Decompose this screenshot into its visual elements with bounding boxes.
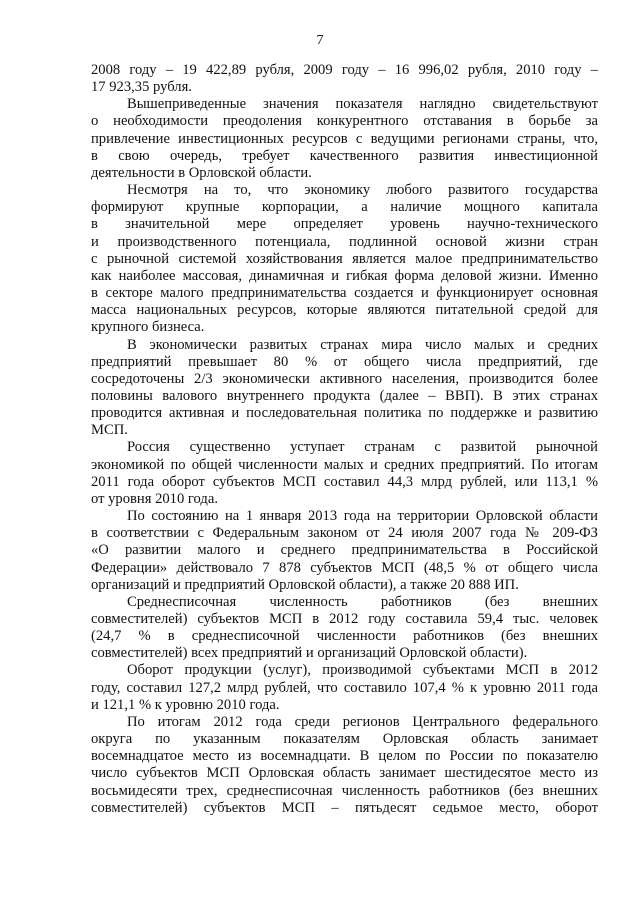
text-line: как наиболее массовая, динамичная и гибкая форма деловой жизни. Именно xyxy=(91,267,598,284)
text-line: и 121,1 % к уровню 2010 года. xyxy=(91,696,280,713)
text-line: «О развитии малого и среднего предпринимательства в Российской xyxy=(91,542,598,559)
text-line: В экономически развитых странах мира число малых и средних xyxy=(127,336,598,353)
text-line: организаций и предприятий Орловской области), а также 20 888 ИП. xyxy=(91,576,519,593)
text-line: Федерации» действовало 7 878 субъектов МСП (48,5 % от общего числа xyxy=(91,559,598,576)
text-line: совместителей) субъектов МСП в 2012 году составила 59,4 тыс. человек xyxy=(91,611,598,627)
page-number: 7 xyxy=(316,33,324,48)
text-line: в секторе малого предпринимательства создается и функционирует основная xyxy=(91,285,598,302)
paragraph xyxy=(91,439,598,508)
text-line: году, составил 127,2 млрд рублей, что составило 107,4 % к уровню 2011 года xyxy=(91,679,598,696)
text-line: По итогам 2012 года среди регионов Центрального федерального xyxy=(127,713,598,730)
text-line: 2008 году – 19 422,89 рубля, 2009 году – 16 996,02 рубля, 2010 году – xyxy=(91,62,598,78)
text-line: деятельности в Орловской области. xyxy=(91,164,312,181)
text-line: привлечение инвестиционных ресурсов с ведущими регионами страны, что, xyxy=(91,130,598,147)
text-line: Несмотря на то, что экономику любого развитого государства xyxy=(127,182,598,199)
text-line: (24,7 % в среднесписочной численности работников (без внешних xyxy=(91,628,598,645)
text-line: По состоянию на 1 января 2013 года на территории Орловской области xyxy=(127,508,598,525)
text-line: крупного бизнеса. xyxy=(91,319,205,336)
text-line: от уровня 2010 года. xyxy=(91,490,218,507)
text-line: в свою очередь, требует качественного развития инвестиционной xyxy=(91,147,598,164)
paragraph xyxy=(91,508,598,594)
text-line: предприятий превышает 80 % от общего числа предприятий, где xyxy=(91,353,598,370)
text-line: о необходимости преодоления конкурентного отставания в борьбе за xyxy=(91,113,598,130)
paragraph xyxy=(91,337,598,440)
text-line: Среднесписочная численность работников (без внешних xyxy=(127,593,598,610)
text-line: формируют крупные корпорации, а наличие мощного капитала xyxy=(91,199,598,216)
text-line: МСП. xyxy=(91,422,128,439)
text-line: 2011 года оборот субъектов МСП составил 44,3 млрд рублей, или 113,1 % xyxy=(91,473,598,490)
text-line: восьмидесяти трех, среднесписочная численность работников (без внешних xyxy=(91,782,598,799)
text-line: совместителей) всех предприятий и организаций Орловской области). xyxy=(91,645,528,662)
paragraph xyxy=(91,594,598,663)
paragraph xyxy=(91,714,598,817)
paragraph xyxy=(91,662,598,713)
text-line: сосредоточены 2/3 экономически активного населения, производится более xyxy=(91,370,598,387)
document-body xyxy=(91,62,598,817)
text-line: 17 923,35 рубля. xyxy=(91,79,192,96)
text-line: совместителей) субъектов МСП – пятьдесят седьмое место, оборот xyxy=(91,799,598,816)
text-line: половины валового внутреннего продукта (далее – ВВП). В этих странах xyxy=(91,387,598,404)
paragraph xyxy=(91,96,598,182)
text-line: и производственного потенциала, подлинной основой жизни стран xyxy=(91,233,598,250)
text-line: Вышеприведенные значения показателя наглядно свидетельствуют xyxy=(127,96,598,113)
text-line: восемнадцатое место из восемнадцати. В целом по России по показателю xyxy=(91,748,598,765)
paragraph xyxy=(91,182,598,336)
text-line: Оборот продукции (услуг), производимой субъектами МСП в 2012 xyxy=(127,662,598,679)
text-line: в соответствии с Федеральным законом от 24 июля 2007 года № 209-ФЗ xyxy=(91,525,598,542)
text-line: масса национальных ресурсов, которые являются питательной средой для xyxy=(91,302,598,319)
text-line: проводится активная и последовательная политика по поддержке и развитию xyxy=(91,405,598,422)
text-line: Россия существенно уступает странам с развитой рыночной xyxy=(127,439,598,456)
text-line: число субъектов МСП Орловская область занимает шестидесятое место из xyxy=(91,765,598,782)
text-line: округа по указанным показателям Орловская область занимает xyxy=(91,731,598,748)
text-line: экономикой по общей численности малых и средних предприятий. По итогам xyxy=(91,456,598,473)
paragraph xyxy=(91,62,598,96)
text-line: с рыночной системой хозяйствования является малое предпринимательство xyxy=(91,250,598,267)
text-line: в значительной мере определяет уровень научно-технического xyxy=(91,216,598,233)
